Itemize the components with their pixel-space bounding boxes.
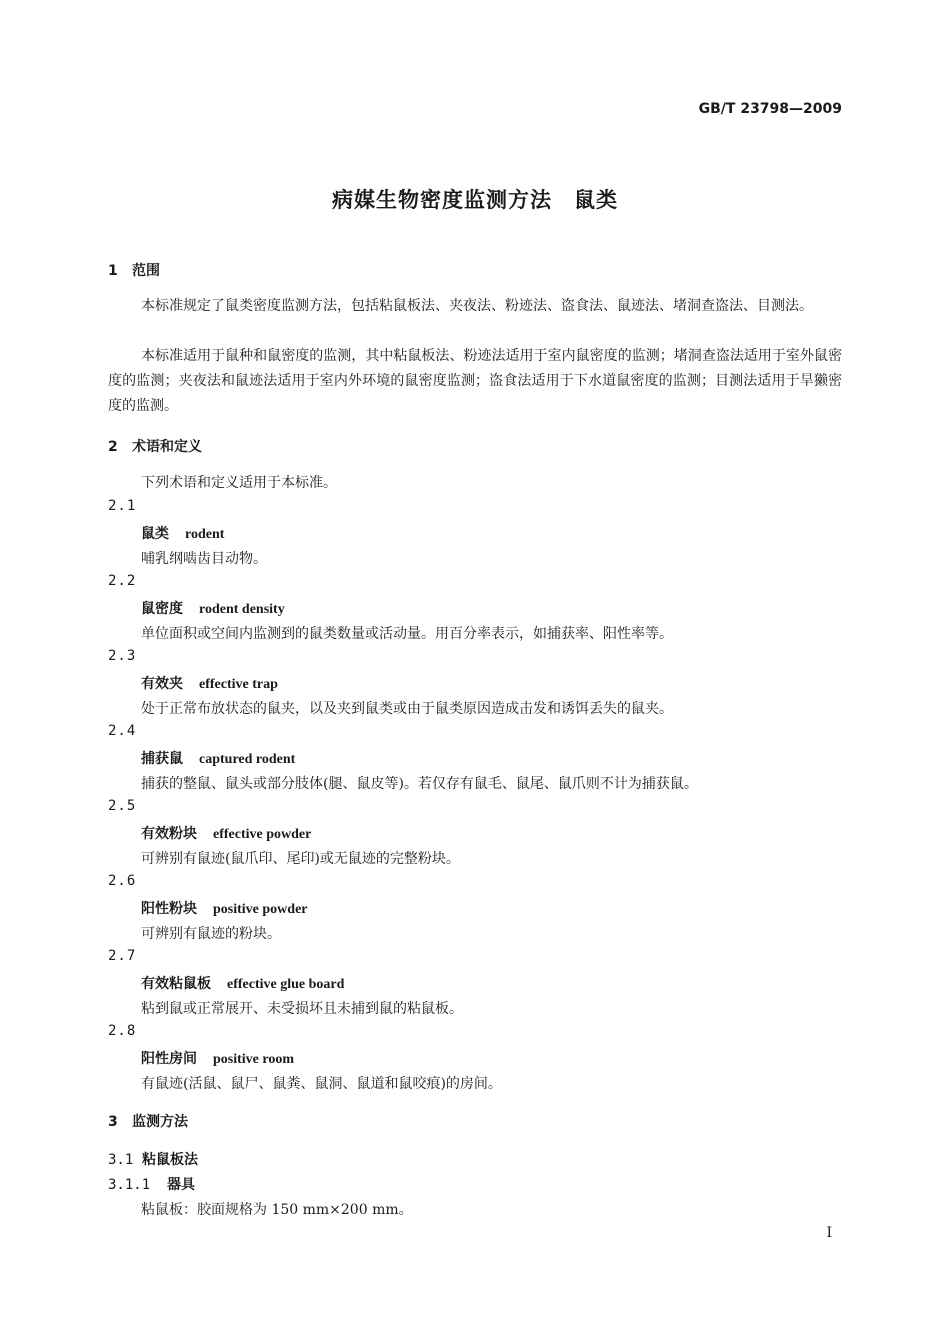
document-title: 病媒生物密度监测方法 鼠类 bbox=[332, 188, 618, 212]
term-definition: 可辨别有鼠迹的粉块。 bbox=[141, 926, 281, 942]
section-3-heading bbox=[108, 1111, 188, 1131]
term-zh: 有效粉块 bbox=[141, 826, 197, 842]
term-en: effective powder bbox=[213, 827, 312, 842]
term-heading bbox=[141, 898, 308, 918]
term-heading bbox=[141, 823, 311, 843]
subsection-3-1-heading bbox=[108, 1149, 198, 1169]
section-number: 1 bbox=[108, 263, 118, 279]
subsection-number: 3.1 bbox=[108, 1152, 134, 1168]
term-definition: 捕获的整鼠、鼠头或部分肢体(腿、鼠皮等)。若仅存有鼠毛、鼠尾、鼠爪则不计为捕获鼠。 bbox=[141, 776, 698, 792]
section-number: 2 bbox=[108, 439, 118, 455]
section-title: 监测方法 bbox=[132, 1114, 188, 1130]
subsection-title: 粘鼠板法 bbox=[142, 1152, 198, 1168]
term-number: 2.8 bbox=[108, 1023, 137, 1039]
term-number: 2.7 bbox=[108, 948, 137, 964]
apparatus-text: 粘鼠板：胶面规格为 150 mm×200 mm。 bbox=[141, 1202, 413, 1218]
term-definition: 有鼠迹(活鼠、鼠尸、鼠粪、鼠洞、鼠道和鼠咬痕)的房间。 bbox=[141, 1076, 502, 1092]
term-number: 2.4 bbox=[108, 723, 137, 739]
term-en: positive room bbox=[213, 1052, 295, 1067]
term-en: captured rodent bbox=[199, 752, 296, 767]
term-number: 2.6 bbox=[108, 873, 137, 889]
term-zh: 阳性粉块 bbox=[141, 901, 197, 917]
section-title: 范围 bbox=[132, 263, 160, 279]
term-definition: 单位面积或空间内监测到的鼠类数量或活动量。用百分率表示，如捕获率、阳性率等。 bbox=[141, 626, 673, 642]
term-en: rodent density bbox=[199, 602, 285, 617]
term-definition: 哺乳纲啮齿目动物。 bbox=[141, 551, 267, 567]
term-number: 2.1 bbox=[108, 498, 137, 514]
term-heading bbox=[141, 673, 278, 693]
term-heading bbox=[141, 973, 344, 993]
term-zh: 阳性房间 bbox=[141, 1051, 197, 1067]
term-en: effective glue board bbox=[227, 977, 345, 992]
term-zh: 捕获鼠 bbox=[141, 751, 183, 767]
term-definition: 粘到鼠或正常展开、未受损坏且未捕到鼠的粘鼠板。 bbox=[141, 1001, 463, 1017]
term-number: 2.5 bbox=[108, 798, 137, 814]
term-heading bbox=[141, 598, 285, 618]
term-heading bbox=[141, 523, 224, 543]
section-number: 3 bbox=[108, 1114, 118, 1130]
section-1-heading bbox=[108, 260, 160, 280]
standard-number: GB/T 23798—2009 bbox=[698, 101, 842, 117]
section-2-heading bbox=[108, 436, 202, 456]
term-zh: 鼠类 bbox=[141, 526, 169, 542]
subsection-number: 3.1.1 bbox=[108, 1177, 151, 1193]
term-definition: 处于正常布放状态的鼠夹，以及夹到鼠类或由于鼠类原因造成击发和诱饵丢失的鼠夹。 bbox=[141, 701, 673, 717]
term-zh: 鼠密度 bbox=[141, 601, 183, 617]
subsection-3-1-1-heading bbox=[108, 1174, 195, 1194]
scope-paragraph-2: 本标准适用于鼠种和鼠密度的监测，其中粘鼠板法、粉迹法适用于室内鼠密度的监测；堵洞查盗法适用于室外鼠密度的监测；夹夜法和鼠迹法适用于室内外环境的鼠密度监测；盗食法适用于下水道鼠密度的监测；目测法适用于旱獭密度的监测。 bbox=[108, 348, 842, 414]
term-zh: 有效粘鼠板 bbox=[141, 976, 211, 992]
term-en: effective trap bbox=[199, 677, 278, 692]
section-title: 术语和定义 bbox=[132, 439, 202, 455]
term-definition: 可辨别有鼠迹(鼠爪印、尾印)或无鼠迹的完整粉块。 bbox=[141, 851, 460, 867]
term-number: 2.2 bbox=[108, 573, 137, 589]
term-en: positive powder bbox=[213, 902, 308, 917]
terms-intro: 下列术语和定义适用于本标准。 bbox=[141, 475, 337, 491]
scope-paragraph-1: 本标准规定了鼠类密度监测方法，包括粘鼠板法、夹夜法、粉迹法、盗食法、鼠迹法、堵洞查盗法、目测法。 bbox=[141, 298, 813, 314]
subsection-title: 器具 bbox=[167, 1177, 195, 1193]
term-en: rodent bbox=[185, 527, 225, 542]
term-heading bbox=[141, 748, 295, 768]
term-heading bbox=[141, 1048, 294, 1068]
page-number: I bbox=[826, 1225, 832, 1241]
term-zh: 有效夹 bbox=[141, 676, 183, 692]
term-number: 2.3 bbox=[108, 648, 137, 664]
